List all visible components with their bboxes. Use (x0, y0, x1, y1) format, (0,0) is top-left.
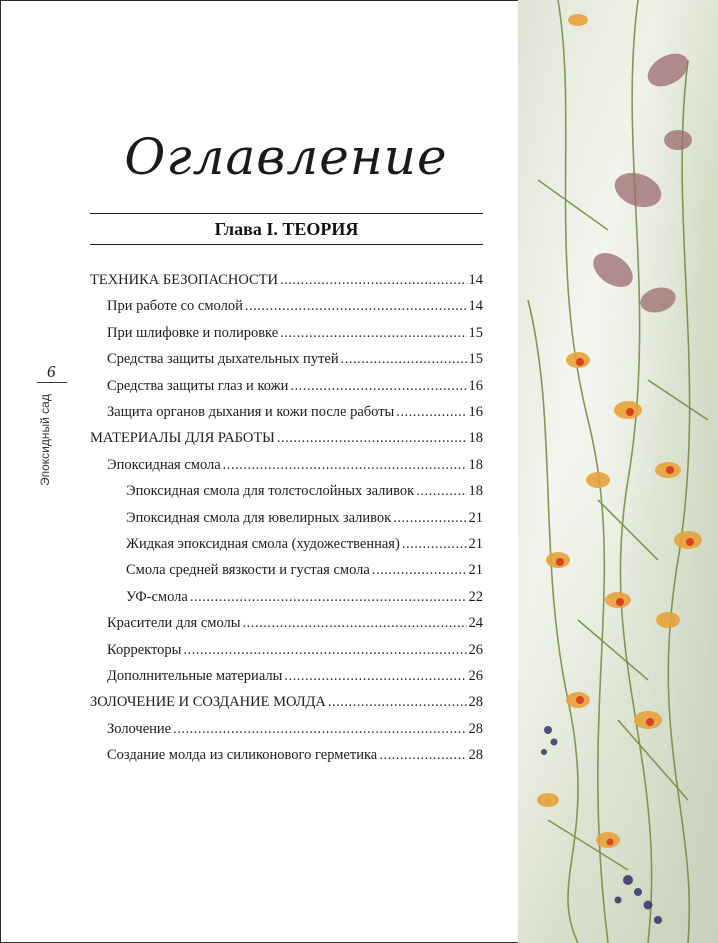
toc-entry (107, 613, 483, 633)
toc-entry (90, 428, 483, 448)
toc-entry-page: 18 (468, 456, 483, 473)
toc-entry-label: Средства защиты глаз и кожи (107, 377, 289, 394)
toc-dot-leader (223, 455, 467, 475)
toc-dot-leader (341, 349, 467, 369)
toc-dot-leader (393, 508, 466, 528)
toc-entry-page: 26 (468, 641, 483, 658)
toc-entry (90, 270, 483, 290)
toc-entry (107, 455, 483, 475)
toc-entry-label: При работе со смолой (107, 298, 243, 315)
toc-entry (107, 323, 483, 343)
toc-entry-page: 21 (468, 562, 483, 579)
toc-entry-page: 21 (468, 509, 483, 526)
toc-entry-label: ЗОЛОЧЕНИЕ И СОЗДАНИЕ МОЛДА (90, 694, 326, 711)
toc-entry-label: УФ-смола (126, 588, 188, 605)
toc-entry-label: Корректоры (107, 641, 182, 658)
toc-entry-label: Эпоксидная смола для толстослойных заливок (126, 483, 415, 500)
toc-entry-page: 16 (468, 404, 483, 420)
running-title: Эпоксидный сад (38, 394, 52, 486)
toc-dot-leader (280, 270, 466, 290)
toc-dot-leader (284, 666, 466, 686)
toc-entry-page: 26 (468, 668, 483, 684)
toc-entry (107, 376, 483, 396)
toc-entry-page: 28 (468, 720, 483, 737)
toc-entry (107, 402, 483, 422)
toc-dot-leader (280, 323, 466, 343)
toc-dot-leader (402, 534, 467, 554)
toc-entry-label: Средства защиты дыхательных путей (107, 351, 339, 368)
toc-entry (107, 640, 483, 660)
toc-entry-page: 18 (468, 483, 483, 500)
toc-entry-page: 18 (468, 430, 483, 447)
toc-entry-page: 14 (468, 272, 483, 288)
toc-entry-page: 21 (468, 536, 483, 552)
toc-entry-label: Смола средней вязкости и густая смола (126, 562, 370, 579)
toc-entry-label: Красители для смолы (107, 615, 241, 632)
toc-entry (126, 560, 483, 580)
toc-entry-page: 24 (468, 615, 483, 632)
toc-entry (107, 745, 483, 765)
toc-dot-leader (277, 428, 467, 448)
toc-title: Оглавление (124, 128, 448, 186)
toc-dot-leader (243, 613, 467, 633)
toc-dot-leader (290, 376, 466, 396)
page-number: 6 (47, 362, 56, 381)
toc-dot-leader (372, 560, 467, 580)
toc-entry (107, 296, 483, 316)
toc-entry (126, 587, 483, 607)
toc-entry-page: 28 (468, 694, 483, 711)
toc-entry-label: Создание молда из силиконового герметика (107, 747, 378, 764)
toc-dot-leader (416, 481, 466, 501)
toc-dot-leader (173, 719, 466, 739)
toc-entry-page: 22 (468, 588, 483, 605)
toc-entry-label: Защита органов дыхания и кожи после работы (107, 404, 395, 420)
toc-dot-leader (245, 296, 467, 316)
toc-entry-label: ТЕХНИКА БЕЗОПАСНОСТИ (90, 272, 279, 288)
toc-entry-label: Эпоксидная смола (107, 456, 221, 473)
toc-entry-page: 15 (468, 324, 483, 341)
toc-entry (126, 534, 483, 554)
toc-entry-label: Дополнительные материалы (107, 668, 283, 684)
toc-entry-page: 28 (468, 747, 483, 764)
toc-entry (126, 481, 483, 501)
toc-dot-leader (379, 745, 466, 765)
toc-entry-label: При шлифовке и полировке (107, 324, 279, 341)
toc-dot-leader (190, 587, 467, 607)
toc-entry-label: Жидкая эпоксидная смола (художественная) (126, 536, 400, 552)
toc-entry-page: 15 (468, 351, 483, 368)
toc-entry (126, 508, 483, 528)
chapter-heading: Глава I. ТЕОРИЯ (214, 219, 359, 239)
toc-dot-leader (183, 640, 466, 660)
pressed-flowers-illustration (518, 0, 718, 943)
toc-entry (107, 666, 483, 686)
toc-dot-leader (328, 692, 467, 712)
pressed-flowers-photo (518, 0, 718, 943)
toc-entry-page: 14 (468, 298, 483, 315)
toc-entry (90, 692, 483, 712)
toc-entry (107, 349, 483, 369)
toc-entry-label: МАТЕРИАЛЫ ДЛЯ РАБОТЫ (90, 430, 275, 447)
toc-entry-label: Эпоксидная смола для ювелирных заливок (126, 509, 392, 526)
toc-dot-leader (396, 402, 466, 422)
toc-entry-label: Золочение (107, 720, 172, 737)
toc-entry (107, 719, 483, 739)
toc-entry-page: 16 (468, 377, 483, 394)
